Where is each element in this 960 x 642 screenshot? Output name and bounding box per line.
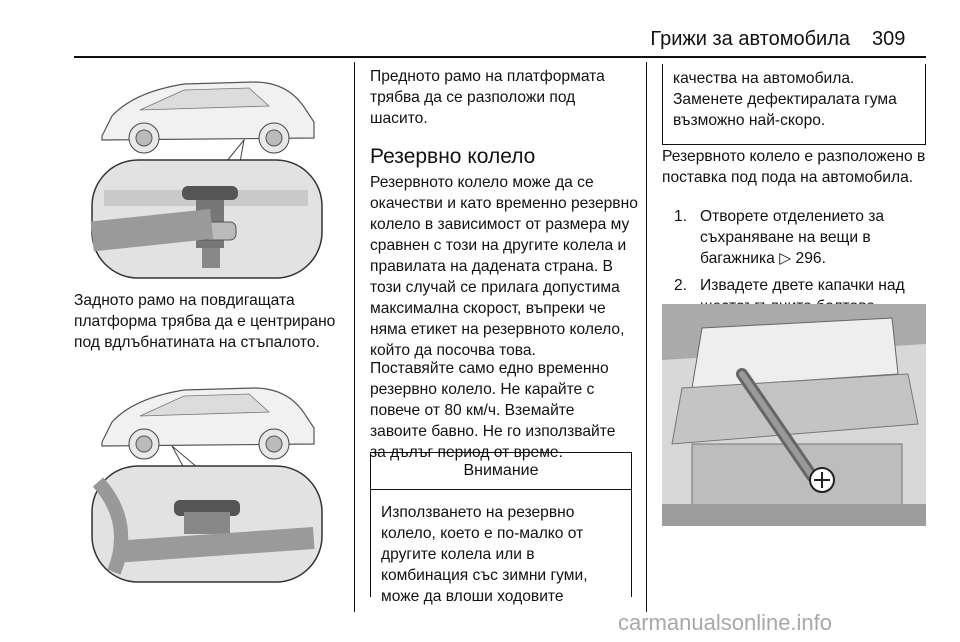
watermark: carmanualsonline.info bbox=[618, 610, 833, 635]
header-rule bbox=[74, 56, 926, 58]
section-title: Резервно колело bbox=[370, 145, 536, 168]
figure-front-lift-arm bbox=[74, 372, 338, 586]
warning-title: Внимание bbox=[371, 453, 631, 490]
step-text: Отворете отделението за съхраняване на вещи в багажника bbox=[700, 208, 885, 267]
page-reference[interactable]: 296. bbox=[795, 250, 826, 267]
spare-wheel-paragraph-2: Поставяйте само едно временно резервно колело. Не карайте с повече от 80 км/ч. Вземайте завоите бавно. Не го използвайте за дълъг период от време. bbox=[370, 360, 616, 461]
step-number: 2. bbox=[674, 277, 688, 294]
warning-text: Използването на резервно колело, което е по-малко от другите колела или в комбинация със зимни гуми, може да влоши ходовите bbox=[381, 504, 588, 605]
spare-wheel-paragraph-1: Резервното колело може да се окачестви и като временно резервно колело в зависимост от размера му сравнен с този на другите колела и правилата на дадената страна. В този случай се прилага допустима максимална скорост, въпреки че няма етикет на резервното колело, който да посочва това. bbox=[370, 174, 638, 359]
figure-trunk-bolts bbox=[662, 304, 926, 526]
figure-rear-lift-arm bbox=[74, 66, 338, 284]
car-lift-illustration-2 bbox=[74, 372, 338, 586]
page-header-title: Грижи за автомобила bbox=[650, 28, 850, 50]
page-reference-icon: ▷ bbox=[779, 250, 792, 267]
caption-rear-lift-arm: Задното рамо на повдигащата платформа трябва да е центрирано под вдлъбнатината на стъпалото. bbox=[74, 292, 336, 351]
car-lift-illustration-1 bbox=[74, 66, 338, 284]
warning-box bbox=[370, 452, 632, 605]
spare-wheel-location-paragraph: Резервното колело е разположено в поставка под пода на автомобила. bbox=[662, 148, 926, 186]
page-number: 309 bbox=[872, 28, 906, 50]
step-number: 1. bbox=[674, 208, 688, 225]
step-text: Извадете двете капачки над bbox=[700, 277, 905, 294]
step-item bbox=[674, 206, 924, 269]
column-divider-2 bbox=[646, 62, 647, 612]
trunk-illustration bbox=[662, 304, 926, 526]
warning-box-continuation: качества на автомобила. Заменете дефектиралата гума възможно най-скоро. bbox=[662, 64, 926, 145]
column-divider-1 bbox=[354, 62, 355, 612]
intro-paragraph: Предното рамо на платформата трябва да се разположи под шасито. bbox=[370, 68, 605, 127]
